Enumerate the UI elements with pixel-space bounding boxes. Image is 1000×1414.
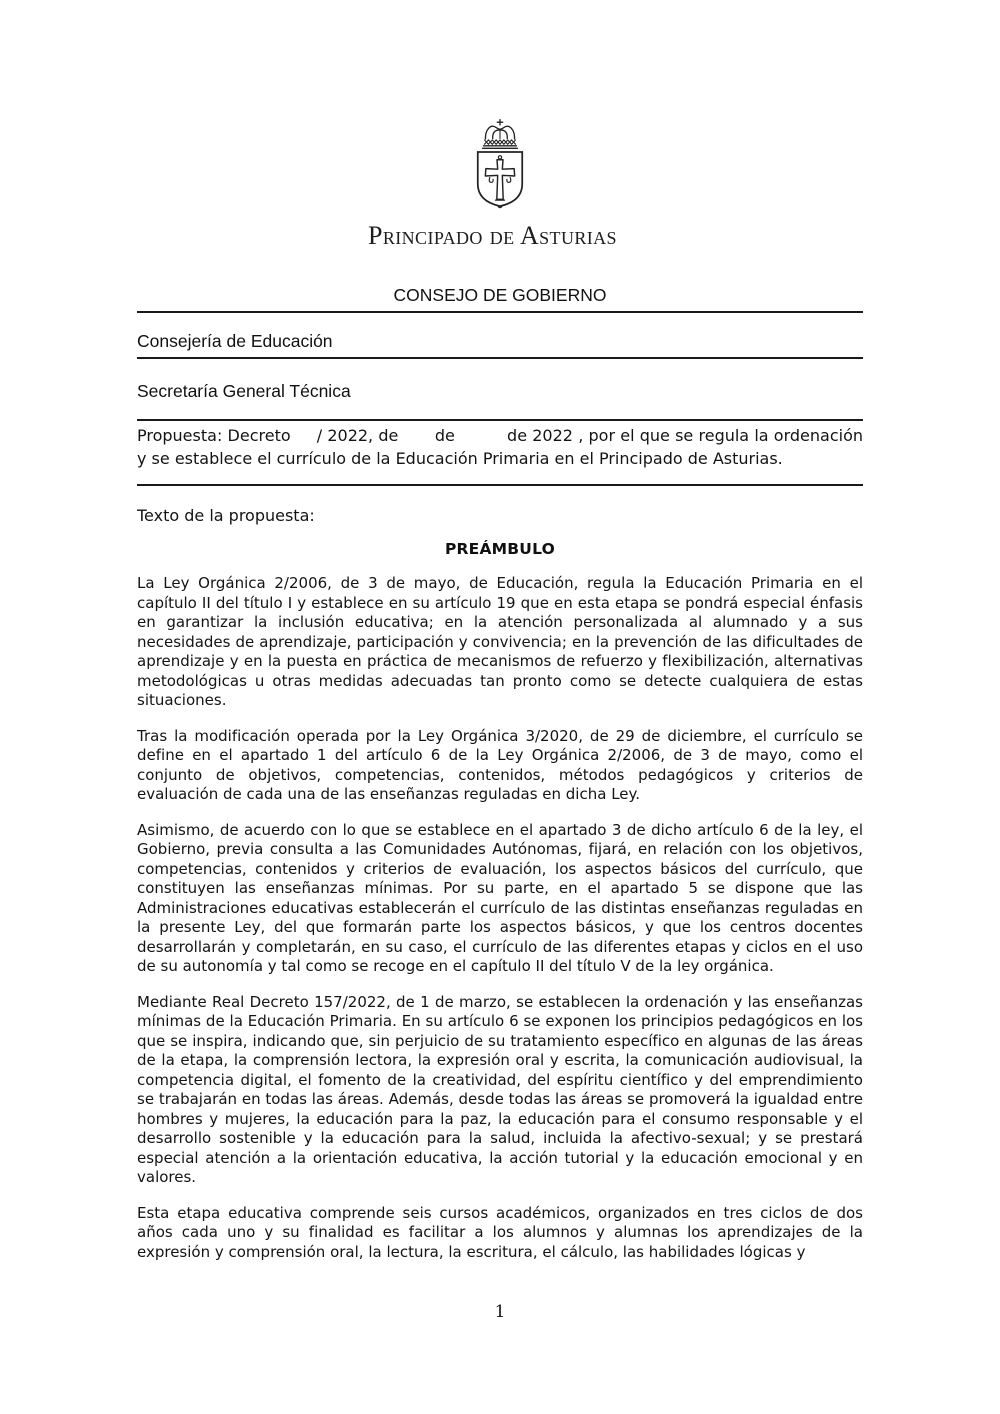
org-title: CONSEJO DE GOBIERNO: [137, 285, 863, 313]
logo-wordmark: Principado de Asturias: [368, 221, 617, 250]
paragraph-3: Asimismo, de acuerdo con lo que se establece en el apartado 3 de dicho artículo 6 de la ley, el Gobierno, previa consulta a las Comunidades Autónomas, fijará, en relación con los objetivos, competencias, contenidos y criterios de evaluación, los aspectos básicos del currículo, que constituyen las enseñanzas mínimas. Por su parte, en el apartado 5 se dispone que las Administraciones educativas establecerán el currículo de las distintas enseñanzas reguladas en la presente Ley, del que formarán parte los aspectos básicos, y que los centros docentes desarrollarán y completarán, en su caso, el currículo de las diferentes etapas y ciclos en el uso de su autonomía y tal como se recoge en el capítulo II del título V de la ley orgánica.: [137, 820, 863, 975]
paragraph-5: Esta etapa educativa comprende seis cursos académicos, organizados en tres ciclos de dos años cada uno y su finalidad es facilitar a los alumnos y alumnas los aprendizajes de la expresión y comprensión oral, la lectura, la escritura, el cálculo, las habilidades lógicas y: [137, 1203, 863, 1261]
proposal-text-label: Texto de la propuesta:: [137, 506, 315, 525]
proposal-summary: Propuesta: Decreto / 2022, de de de 2022 , por el que se regula la ordenación y se establece el currículo de la Educación Primaria en el Principado de Asturias.: [137, 419, 863, 486]
paragraph-1: La Ley Orgánica 2/2006, de 3 de mayo, de Educación, regula la Educación Primaria en el capítulo II del título I y establece en su artículo 19 que en esta etapa se pondrá especial énfasis en garantizar la inclusión educativa; en la atención personalizada al alumnado y a sus necesidades de aprendizaje, participación y convivencia; en la prevención de las dificultades de aprendizaje y en la puesta en práctica de mecanismos de refuerzo y flexibilización, alternativas metodológicas u otras medidas adecuadas tan pronto como se detecte cualquiera de estas situaciones.: [137, 574, 863, 709]
logo-wordmark-clip: [368, 219, 632, 252]
department-title: Consejería de Educación: [137, 331, 863, 359]
paragraph-4: Mediante Real Decreto 157/2022, de 1 de marzo, se establecen la ordenación y las enseñanzas mínimas de la Educación Primaria. En su artículo 6 se exponen los principios pedagógicos en los que se inspira, indicando que, sin perjuicio de su tratamiento específico en algunas de las áreas de la etapa, la comprensión lectora, la expresión oral y escrita, la comunicación audiovisual, la competencia digital, el fomento de la creatividad, del espíritu científico y del emprendimiento se trabajarán en todas las áreas. Además, desde todas las áreas se promoverá la igualdad entre hombres y mujeres, la educación para la paz, la educación para el consumo responsable y el desarrollo sostenible y la educación para la salud, incluida la afectivo-sexual; y se prestará especial atención a la orientación educativa, la acción tutorial y la educación emocional y en valores.: [137, 992, 863, 1186]
victory-cross-icon: [485, 156, 514, 200]
paragraph-2: Tras la modificación operada por la Ley Orgánica 3/2020, de 29 de diciembre, el currículo se define en el apartado 1 del artículo 6 de la Ley Orgánica 2/2006, de 3 de mayo, como el conjunto de objetivos, competencias, contenidos, métodos pedagógicos y criterios de evaluación de cada una de las enseñanzas reguladas en dicha Ley.: [137, 726, 863, 803]
section-title-preambulo: PREÁMBULO: [444, 540, 555, 558]
office-title: Secretaría General Técnica: [137, 381, 351, 401]
page-content: [137, 0, 863, 1262]
page-number: 1: [494, 1302, 506, 1322]
asturias-coat-of-arms-icon: [471, 118, 529, 215]
crown-icon: [483, 120, 518, 149]
